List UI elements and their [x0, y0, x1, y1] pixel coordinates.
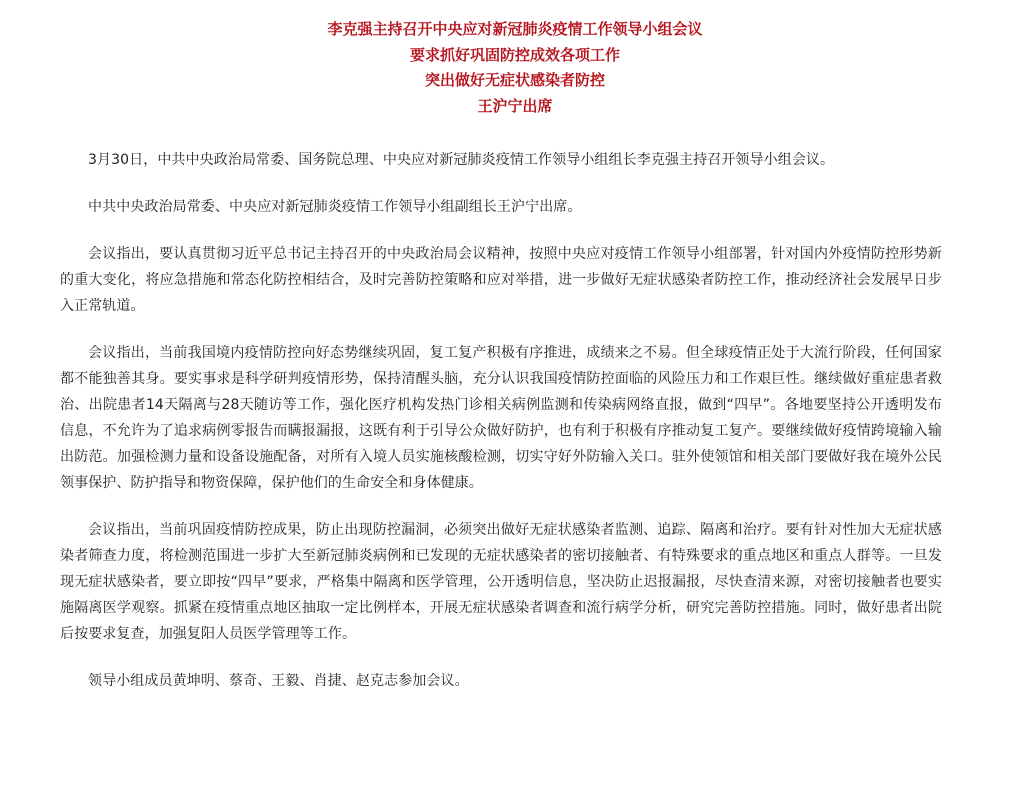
headline	[10, 0, 1020, 119]
paragraph-attendance: 中共中央政治局常委、中央应对新冠肺炎疫情工作领导小组副组长王沪宁出席。	[88, 199, 582, 215]
article-body	[0, 147, 1020, 694]
paragraph-members: 领导小组成员黄坤明、蔡奇、王毅、肖捷、赵克志参加会议。	[88, 673, 469, 689]
paragraph-date-intro: 3月30日，中共中央政治局常委、国务院总理、中央应对新冠肺炎疫情工作领导小组组长李克强主持召开领导小组会议。	[88, 152, 835, 168]
paragraph-strategy: 会议指出，要认真贯彻习近平总书记主持召开的中央政治局会议精神，按照中央应对疫情工作领导小组部署，针对国内外疫情防控形势新的重大变化，将应急措施和常态化防控相结合，及时完善防控策略和应对举措，进一步做好无症状感染者防控工作，推动经济社会发展早日步入正常轨道。	[60, 246, 942, 314]
headline-line-1: 李克强主持召开中央应对新冠肺炎疫情工作领导小组会议	[327, 20, 703, 38]
headline-line-3: 突出做好无症状感染者防控	[424, 71, 605, 89]
headline-line-4: 王沪宁出席	[477, 96, 553, 115]
paragraph-domestic-situation: 会议指出，当前我国境内疫情防控向好态势继续巩固，复工复产积极有序推进，成绩来之不易。但全球疫情正处于大流行阶段，任何国家都不能独善其身。要实事求是科学研判疫情形势，保持清醒头脑，充分认识我国疫情防控面临的风险压力和工作艰巨性。继续做好重症患者救治、出院患者14天隔离与28天随访等工作，强化医疗机构发热门诊相关病例监测和传染病网络直报，做到“四早”。各地要坚持公开透明发布信息，不允许为了追求病例零报告而瞒报漏报，这既有利于引导公众做好防护，也有利于积极有序推动复工复产。要继续做好疫情跨境输入输出防范。加强检测力量和设备设施配备，对所有入境人员实施核酸检测，切实守好外防输入关口。驻外使领馆和相关部门要做好我在境外公民领事保护、防护指导和物资保障，保护他们的生命安全和身体健康。	[60, 345, 942, 491]
paragraph-asymptomatic-control: 会议指出，当前巩固疫情防控成果，防止出现防控漏洞，必须突出做好无症状感染者监测、追踪、隔离和治疗。要有针对性加大无症状感染者筛查力度，将检测范围进一步扩大至新冠肺炎病例和已发现的无症状感染者的密切接触者、有特殊要求的重点地区和重点人群等。一旦发现无症状感染者，要立即按“四早”要求，严格集中隔离和医学管理，公开透明信息，坚决防止迟报漏报，尽快查清来源，对密切接触者也要实施隔离医学观察。抓紧在疫情重点地区抽取一定比例样本，开展无症状感染者调查和流行病学分析，研究完善防控措施。同时，做好患者出院后按要求复查，加强复阳人员医学管理等工作。	[60, 522, 942, 642]
headline-line-2: 要求抓好巩固防控成效各项工作	[409, 45, 620, 64]
